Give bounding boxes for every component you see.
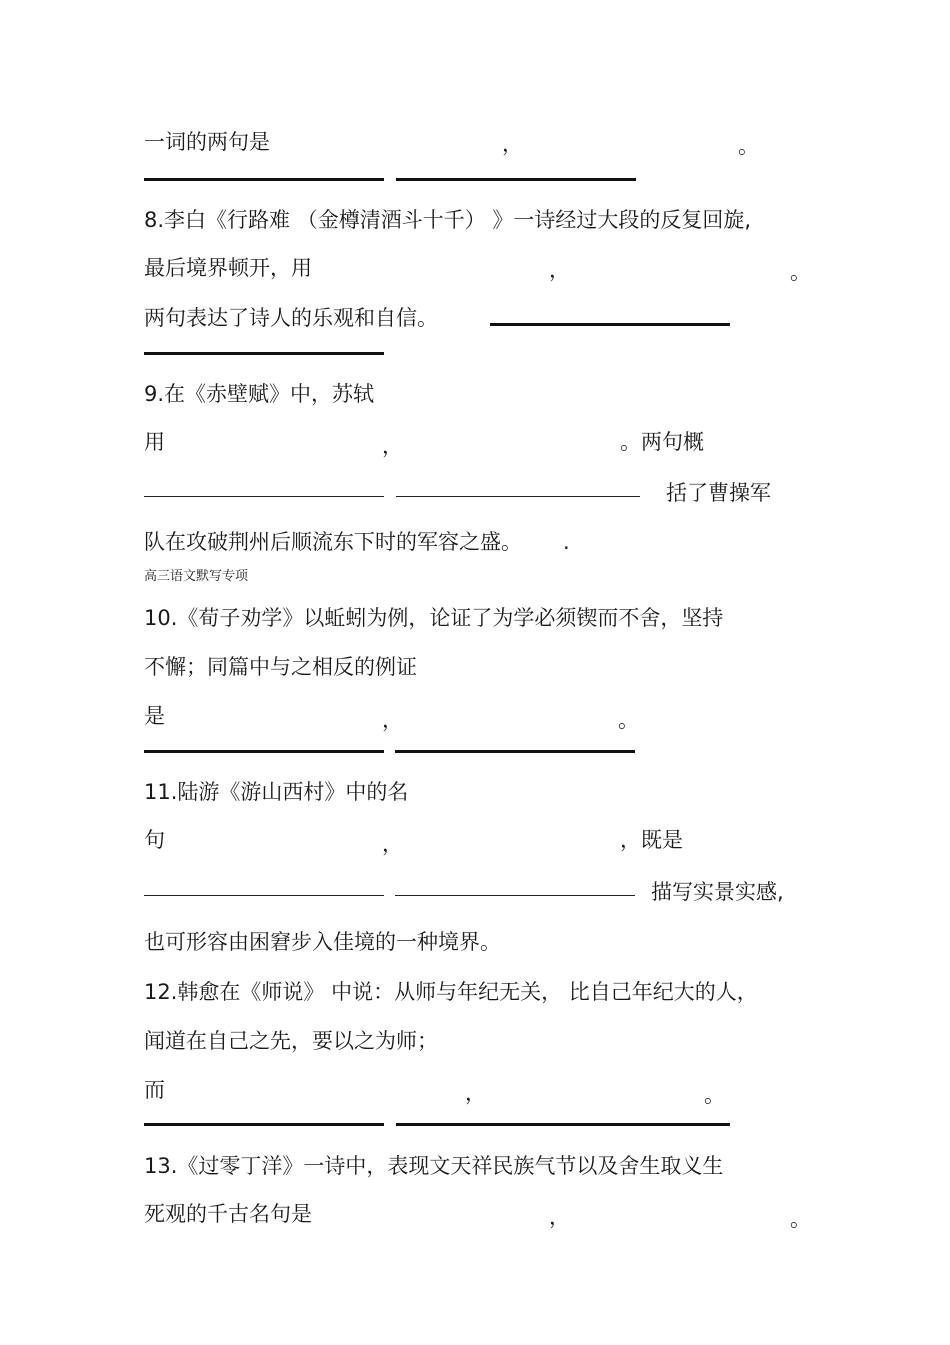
q13-line-2: 死观的千古名句是 [144,1202,312,1226]
q8-line-2: 最后境界顿开，用 [144,256,312,280]
q7-comma: ， [502,132,523,156]
q12-blank-2[interactable] [396,1123,730,1126]
q12-period: 。 [704,1083,725,1107]
q13-comma: ， [549,1205,570,1229]
q11-line-1: 11.陆游《游山西村》中的名 [144,780,409,804]
q10-line-3: 是 [144,704,165,728]
q11-comma-2: ，既是 [620,828,683,852]
q11-line-3: 描写实景实感, [651,880,784,904]
q9-line-2b: 。两句概 [620,430,704,454]
q11-comma-1: ， [382,832,403,856]
q10-line-2: 不懈；同篇中与之相反的例证 [144,655,417,679]
q7-tail-text: 一词的两句是 [144,130,270,154]
q8-blank-1[interactable] [490,323,730,326]
q10-comma: ， [382,708,403,732]
q12-line-3: 而 [144,1078,165,1102]
q13-period: 。 [790,1207,811,1231]
q10-blank-1[interactable] [144,750,384,753]
q11-line-2a: 句 [144,828,165,852]
q9-comma: ， [382,434,403,458]
q8-line-3: 两句表达了诗人的乐观和自信。 [144,306,438,330]
q10-period: 。 [618,708,639,732]
q8-period: 。 [790,260,811,284]
q7-blank-1[interactable] [144,178,384,181]
q10-line-1: 10.《荀子劝学》以蚯蚓为例，论证了为学必须锲而不舍，坚持 [144,606,724,630]
q12-comma: ， [465,1081,486,1105]
q9-line-1: 9.在《赤壁赋》中，苏轼 [144,382,375,406]
q9-blank-2[interactable] [396,496,640,497]
q7-period: 。 [738,134,759,158]
q8-line-1: 8.李白《行路难 （金樽清酒斗十千） 》一诗经过大段的反复回旋, [144,208,752,232]
section-header-note: 高三语文默写专项 [144,569,249,584]
q13-line-1: 13.《过零丁洋》一诗中，表现文天祥民族气节以及舍生取义生 [144,1154,724,1178]
q10-blank-2[interactable] [395,750,635,753]
q9-line-3: 括了曹操军 [666,481,771,505]
q12-line-1: 12.韩愈在《师说》 中说：从师与年纪无关， 比自己年纪大的人， [144,980,758,1004]
q11-blank-2[interactable] [395,895,635,896]
q7-blank-2[interactable] [396,178,636,181]
q9-line-2a: 用 [144,430,165,454]
q11-blank-1[interactable] [144,895,384,896]
q9-line-4: 队在攻破荆州后顺流东下时的军容之盛。 [144,530,522,554]
q12-blank-1[interactable] [144,1123,384,1126]
q9-dot: . [563,530,570,554]
q11-line-4: 也可形容由困窘步入佳境的一种境界。 [144,930,501,954]
q8-blank-2[interactable] [144,352,384,355]
q8-comma: ， [549,258,570,282]
q12-line-2: 闻道在自己之先，要以之为师； [144,1029,438,1053]
q9-blank-1[interactable] [144,496,384,497]
